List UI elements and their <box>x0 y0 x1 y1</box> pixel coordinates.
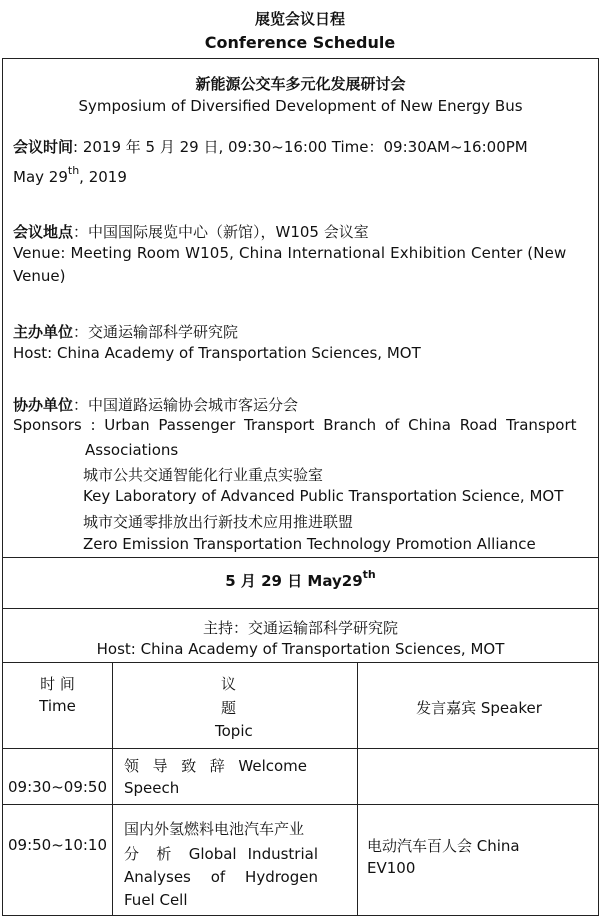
meeting-time-label: 会议时间 <box>13 138 74 156</box>
meeting-date-line <box>13 166 127 186</box>
symposium-title-en: Symposium of Diversified Development of New Energy Bus <box>78 97 523 115</box>
row2-speaker-line2: EV100 <box>367 859 416 877</box>
meeting-time-line <box>13 136 528 157</box>
day-heading <box>3 570 598 591</box>
page-title-en: Conference Schedule <box>204 33 396 52</box>
row2-topic-line4: Fuel Cell <box>124 891 188 909</box>
session-host-row <box>2 608 599 663</box>
sponsors-value-cn: ：中国道路运输协会城市客运分会 <box>73 396 299 414</box>
sponsors-line-6: Zero Emission Transportation Technology Promotion Alliance <box>83 535 536 553</box>
header-time-en: Time <box>39 697 76 715</box>
row2-speaker-line1: 电动汽车百人会 China <box>367 837 520 855</box>
table-divider-1 <box>112 663 113 915</box>
session-host-cn: 主持：交通运输部科学研究院 <box>202 619 398 637</box>
host-label: 主办单位 <box>13 323 74 341</box>
venue-value-cn: ：中国国际展览中心（新馆），W105 会议室 <box>73 223 369 241</box>
table-header-divider <box>3 748 598 749</box>
row1-topic-line2: Speech <box>124 779 180 797</box>
symposium-title-cn: 新能源公交车多元化发展研讨会 <box>195 75 406 93</box>
meeting-date-year: , 2019 <box>79 168 127 186</box>
venue-line-cn <box>13 221 369 242</box>
sponsors-line-3: 城市公共交通智能化行业重点实验室 <box>83 466 324 484</box>
header-topic-cn-2: 题 <box>221 699 237 717</box>
row2-time: 09:50~10:10 <box>7 836 108 854</box>
sponsors-line-2: Associations <box>85 441 179 459</box>
sponsors-line-cn <box>13 394 298 415</box>
venue-line-en-1: Venue: Meeting Room W105, China International Exhibition Center (New <box>13 244 567 262</box>
header-speaker: 发言嘉宾 Speaker <box>416 699 542 717</box>
host-line-en: Host: China Academy of Transportation Sciences, MOT <box>13 344 421 362</box>
host-line-cn <box>13 321 238 342</box>
header-topic-en: Topic <box>215 722 253 740</box>
conference-info-box <box>2 58 599 558</box>
sponsors-line-5: 城市交通零排放出行新技术应用推进联盟 <box>83 513 354 531</box>
day-heading-row <box>2 557 599 609</box>
row2-topic-line3: Analyses of Hydrogen <box>124 868 318 886</box>
day-heading-sup: th <box>362 568 376 581</box>
day-heading-text: 5 月 29 日 May29 <box>225 572 363 590</box>
header-topic-cn-1: 议 <box>221 675 237 693</box>
sponsors-line-1: Sponsors : Urban Passenger Transport Branch of China Road Transport <box>13 416 577 434</box>
session-host-en: Host: China Academy of Transportation Sciences, MOT <box>96 640 505 658</box>
venue-label: 会议地点 <box>13 223 74 241</box>
sponsors-line-4: Key Laboratory of Advanced Public Transportation Science, MOT <box>83 487 564 505</box>
meeting-date-sup: th <box>67 164 80 177</box>
page-title-cn: 展览会议日程 <box>254 10 345 28</box>
row2-topic-line2: 分 析 Global Industrial <box>124 845 318 863</box>
schedule-table <box>2 662 599 916</box>
venue-line-en-2: Venue) <box>13 267 66 285</box>
header-time-cn: 时 间 <box>40 675 75 693</box>
row2-topic-line1: 国内外氢燃料电池汽车产业 <box>124 820 305 838</box>
table-row-divider <box>3 804 598 805</box>
row1-time: 09:30~09:50 <box>7 778 108 796</box>
sponsors-label: 协办单位 <box>13 396 74 414</box>
meeting-time-value: : 2019 年 5 月 29 日, 09:30~16:00 Time：09:30AM~16:00PM <box>73 138 528 156</box>
meeting-date-month: May 29 <box>13 168 68 186</box>
host-value-cn: ：交通运输部科学研究院 <box>73 323 239 341</box>
row1-topic-line1: 领 导 致 辞 Welcome <box>124 757 307 775</box>
